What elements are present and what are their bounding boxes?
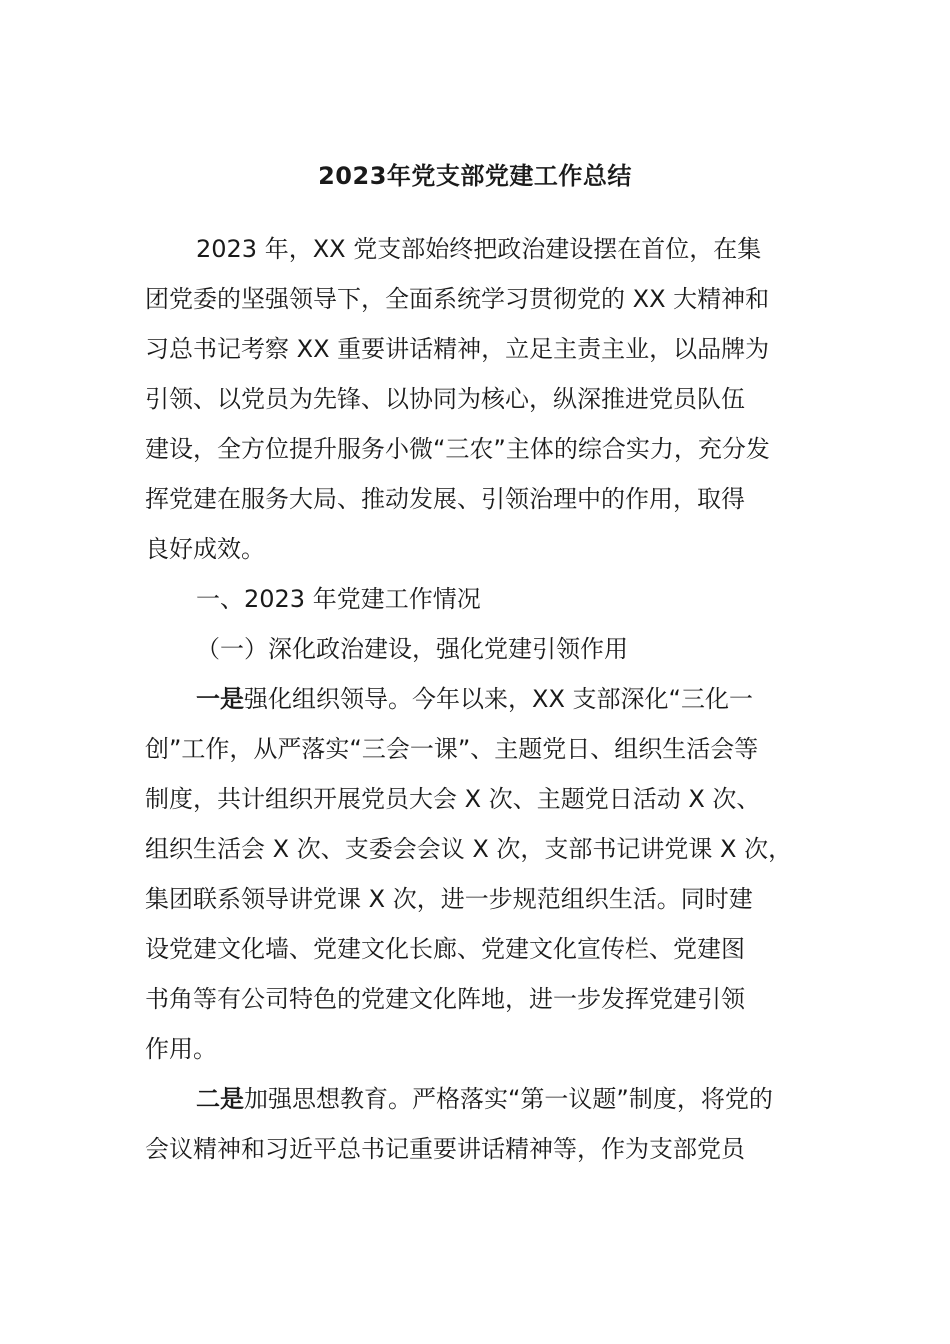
intro-line-2: 团党委的坚强领导下，全面系统学习贯彻党的 XX 大精神和	[145, 285, 770, 313]
intro-line-3: 习总书记考察 XX 重要讲话精神，立足主责主业，以品牌为	[145, 335, 770, 363]
item2-line-2: 会议精神和习近平总书记重要讲话精神等，作为支部党员	[145, 1135, 745, 1163]
intro-line-7: 良好成效。	[145, 535, 265, 563]
item1-first-text: 强化组织领导。今年以来，XX 支部深化“三化一	[244, 685, 753, 713]
section-heading: 一、2023 年党建工作情况	[196, 585, 481, 613]
item1-line-4: 组织生活会 X 次、支委会会议 X 次，支部书记讲党课 X 次，	[145, 835, 793, 863]
item1-line-3: 制度，共计组织开展党员大会 X 次、主题党日活动 X 次、	[145, 785, 761, 813]
intro-line-4: 引领、以党员为先锋、以协同为核心，纵深推进党员队伍	[145, 385, 745, 413]
item2-first-text: 加强思想教育。严格落实“第一议题”制度，将党的	[244, 1085, 773, 1113]
item1-line-6: 设党建文化墙、党建文化长廊、党建文化宣传栏、党建图	[145, 935, 745, 963]
item1-line-8: 作用。	[145, 1035, 217, 1063]
item1-line-5: 集团联系领导讲党课 X 次，进一步规范组织生活。同时建	[145, 885, 753, 913]
item1-lead: 一是	[196, 685, 244, 713]
intro-line-1: 2023 年，XX 党支部始终把政治建设摆在首位，在集	[196, 235, 762, 263]
item2-lead: 二是	[196, 1085, 244, 1113]
document-title: 2023年党支部党建工作总结	[318, 162, 632, 190]
item1-line-2: 创”工作，从严落实“三会一课”、主题党日、组织生活会等	[145, 735, 759, 763]
item1-line-7: 书角等有公司特色的党建文化阵地，进一步发挥党建引领	[145, 985, 745, 1013]
item1-first-line	[196, 681, 950, 717]
item2-first-line	[196, 1081, 950, 1117]
subsection-heading: （一）深化政治建设，强化党建引领作用	[196, 635, 628, 663]
intro-line-6: 挥党建在服务大局、推动发展、引领治理中的作用，取得	[145, 485, 745, 513]
intro-line-5: 建设，全方位提升服务小微“三农”主体的综合实力，充分发	[145, 435, 770, 463]
